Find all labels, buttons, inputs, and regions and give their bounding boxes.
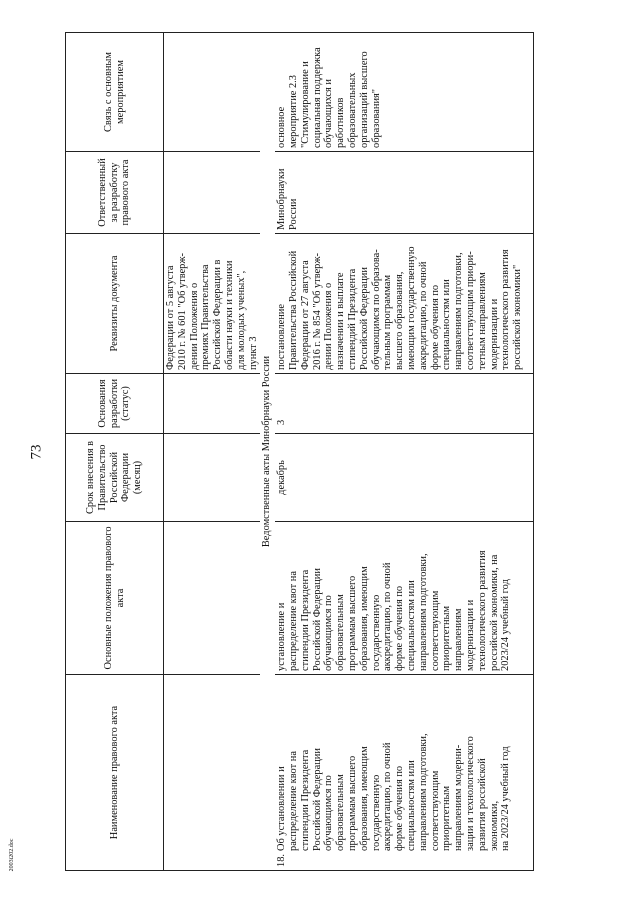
row-deadline: декабрь (275, 434, 525, 522)
row-main-provisions: установление и распределение квот на стипендии Президента Российской Федерации обучающимся по образовательным программам высшего образования, имеющим государственную аккредитацию, по очной форме обучения по специальностям или направлениям подготовки, соответствующим приоритетным направлениям модернизации и технологического развития российской экономики, на 2023/24 учебный год (275, 522, 525, 675)
section-title: Ведомственные акты Минобрнауки России (260, 33, 275, 871)
header-basis: Основания разработки (статус) (66, 374, 164, 434)
continued-requisites: Федерации от 5 августа 2010 г. № 601 "Об утверж- дении Положения о премиях Правительства Российской Федерации в области науки и техники для молодых ученых", пункт 3 (164, 234, 261, 374)
row-link: основное мероприятие 2.3 "Стимулирование и социальная поддержка обучающихся и работников образовательных организаций высшего образования" (275, 33, 525, 152)
row-requisites: постановление Правительства Российской Федерации от 27 августа 2016 г. № 854 "Об утверж- дении Положения о назначении и выплате стипендий Президента Российской Федерации обучающимся по образова- тельным программам высшего образования, имеющим государственную аккредитацию, по очной форме обучения по специальностям или направлениям подготовки, соответствующим приори- тетным направлениям модернизации и технологического развития российской экономики" (275, 234, 525, 374)
page-number: 73 (28, 444, 45, 460)
footer-file-name: 2003i202.doc (9, 838, 15, 872)
row-basis: 3 (275, 374, 525, 434)
table-header-row (66, 33, 164, 871)
rotated-table-wrapper (65, 33, 612, 871)
rotated-document-sheet (65, 33, 612, 871)
row-responsible: Минобрнауки России (275, 152, 525, 234)
section-row (260, 33, 275, 871)
row-act-name: Об установлении и распределение квот на стипендии Президента Российской Федерации обучающимся по образовательным программам высшего образования, имеющим государственную аккредитацию, по очной форме обучения по специальностям или направлениям подготовки, соответствующим приоритетным направлениям модерни- зации и технологического развития российской экономики, на 2023/24 учебный год (276, 733, 512, 851)
cell-act-name (275, 675, 525, 871)
table-row (275, 33, 525, 871)
row-number: 18. (276, 854, 288, 867)
header-responsible: Ответственный за разработку правового акта (66, 152, 164, 234)
header-link: Связь с основным мероприятием (66, 33, 164, 152)
header-main-provisions: Основные положения правового акта (66, 522, 164, 675)
header-requisites: Реквизиты документа (66, 234, 164, 374)
table-bottom-row (525, 33, 534, 871)
legal-acts-table (65, 32, 534, 871)
header-act-name: Наименование правового акта (66, 675, 164, 871)
continued-row (164, 33, 261, 871)
header-deadline: Срок внесения в Правительство Российской Федерации (месяц) (66, 434, 164, 522)
